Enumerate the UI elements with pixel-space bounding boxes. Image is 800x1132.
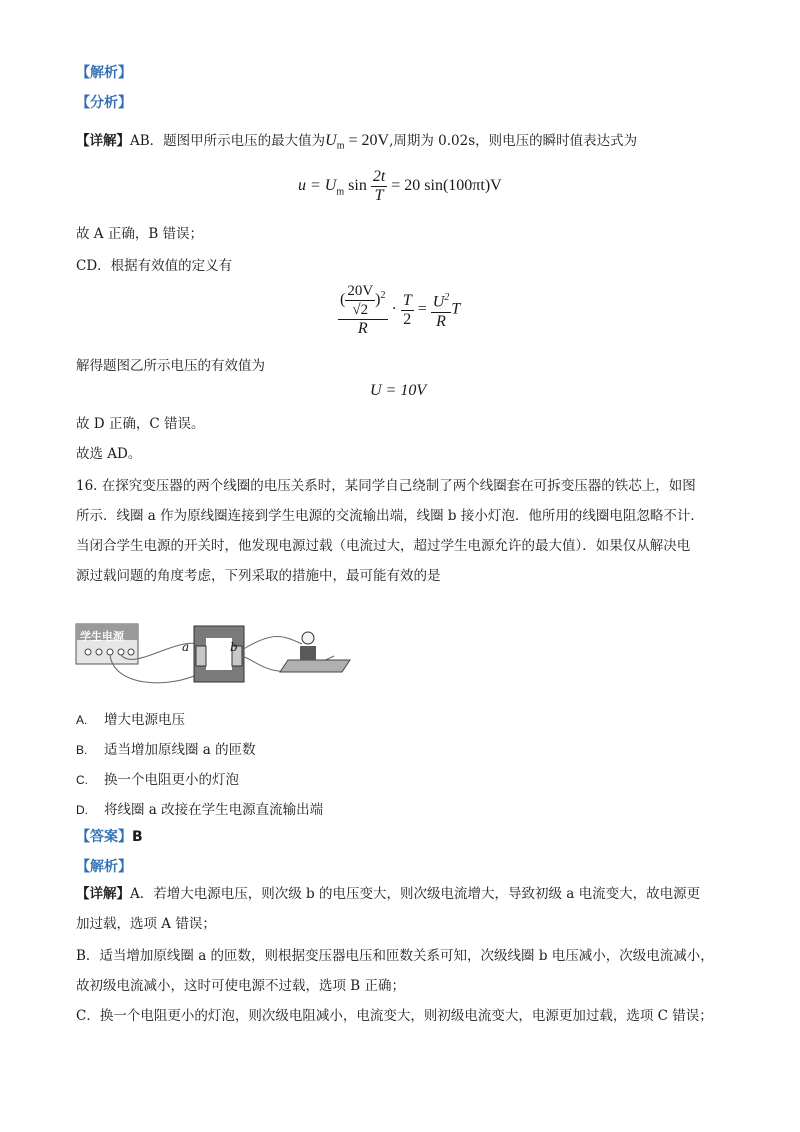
figure-label-coil-b: b bbox=[230, 640, 238, 654]
question16-line1: 16. 在探究变压器的两个线圈的电压关系时，某同学自己绕制了两个线圈套在可拆变压器的铁芯上，如图 bbox=[76, 478, 696, 494]
option-c-text: 换一个电阻更小的灯泡 bbox=[104, 772, 239, 788]
figure-label-coil-a: a bbox=[182, 640, 190, 654]
transformer-figure bbox=[74, 616, 354, 696]
explanation-a-line1 bbox=[76, 884, 700, 904]
eq2-t-den: 2 bbox=[403, 310, 412, 328]
conclusion-a: 故 A 正确，B 错误； bbox=[76, 226, 204, 242]
explanation-b-line2: 故初级电流减小，这时可使电源不过载，选项 B 正确； bbox=[76, 978, 406, 994]
section-label-analysis: 【解析】 bbox=[76, 65, 132, 81]
cd-intro: CD．根据有效值的定义有 bbox=[76, 258, 233, 274]
eq2-t-num: T bbox=[402, 291, 412, 309]
section-label-breakdown: 【分析】 bbox=[76, 95, 132, 111]
eq2-u-pow: 2 bbox=[444, 292, 450, 304]
option-a bbox=[76, 708, 185, 728]
eq2-left-fraction bbox=[338, 282, 388, 338]
detail-tag: 【详解】 bbox=[76, 133, 130, 149]
eq2-den-r: R bbox=[357, 320, 368, 337]
option-b-text: 适当增加原线圈 a 的匝数 bbox=[104, 742, 256, 758]
question16-line3: 当闭合学生电源的开关时，他发现电源过载（电流过大，超过学生电源允许的最大值）．如果仅从解决电 bbox=[76, 538, 691, 554]
eq2-pow: 2 bbox=[380, 289, 386, 301]
option-b bbox=[76, 738, 256, 758]
um-subscript: m bbox=[336, 140, 345, 152]
answer-tag: 【答案】 bbox=[76, 829, 132, 845]
detail-ab-text-b: ,周期为 0.02s，则电压的瞬时值表达式为 bbox=[389, 133, 638, 149]
detail-ab-text-a: AB．题图甲所示电压的最大值为 bbox=[130, 133, 326, 149]
equation-rms-result: U = 10V bbox=[370, 382, 427, 399]
um-symbol: U bbox=[325, 132, 337, 149]
question16-line2: 所示．线圈 a 作为原线圈连接到学生电源的交流输出端，线圈 b 接小灯泡．他所用的线圈电阻忽略不计． bbox=[76, 508, 704, 524]
detail-ab-line bbox=[76, 131, 637, 157]
conclusion-d: 故 D 正确，C 错误。 bbox=[76, 416, 205, 432]
equation-instantaneous-voltage bbox=[298, 168, 502, 205]
option-b-letter: B. bbox=[76, 743, 88, 757]
answer-value: B bbox=[132, 829, 143, 845]
option-c bbox=[76, 768, 239, 788]
explanation-a-text: A．若增大电源电压，则次级 b 的电压变大，则次级电流增大，导致初级 a 电流变大，故电源更 bbox=[130, 886, 701, 902]
answer-line bbox=[76, 826, 143, 846]
eq2-u-num: U bbox=[432, 293, 445, 311]
solve-intro: 解得题图乙所示电压的有效值为 bbox=[76, 358, 265, 374]
eq2-inner-num: 20V bbox=[347, 283, 374, 299]
eq2-u-fraction bbox=[431, 289, 452, 330]
eq1-lhs: u = U bbox=[298, 177, 337, 195]
analysis-label: 【解析】 bbox=[76, 859, 132, 875]
option-d bbox=[76, 798, 323, 818]
eq2-open: ( bbox=[340, 291, 346, 309]
eq1-sub: m bbox=[336, 186, 345, 198]
equation-effective-value bbox=[338, 282, 460, 338]
eq2-u-den: R bbox=[436, 312, 446, 330]
detail2-tag: 【详解】 bbox=[76, 886, 130, 902]
eq1-frac-num: 2t bbox=[372, 168, 386, 185]
option-d-text: 将线圈 a 改接在学生电源直流输出端 bbox=[104, 802, 324, 818]
explanation-c-line1: C．换一个电阻更小的灯泡，则次级电阻减小，电流变大，则初级电流变大，电源更加过载，选项 C 错误； bbox=[76, 1008, 713, 1024]
eq2-t-fraction bbox=[401, 292, 414, 329]
eq1-frac-den: T bbox=[374, 187, 384, 204]
eq1-rhs: = 20 sin(100πt)V bbox=[387, 177, 502, 195]
figure-label-power-supply: 学生电源 bbox=[80, 631, 124, 643]
answer-ad: 故选 AD。 bbox=[76, 446, 142, 462]
eq2-equals: = bbox=[417, 300, 427, 318]
option-c-letter: C. bbox=[76, 773, 88, 787]
explanation-a-line2: 加过载，选项 A 错误； bbox=[76, 916, 216, 932]
eq2-dot: · bbox=[391, 300, 397, 318]
um-value: = 20V bbox=[344, 132, 390, 149]
eq2-close: ) bbox=[375, 291, 381, 309]
explanation-b-line1: B．适当增加原线圈 a 的匝数，则根据变压器电压和匝数关系可知，次级线圈 b 电压减小，次级电流减小， bbox=[76, 948, 714, 964]
eq1-sin: sin bbox=[344, 177, 367, 195]
question16-line4: 源过载问题的角度考虑，下列采取的措施中，最可能有效的是 bbox=[76, 568, 441, 584]
option-a-letter: A. bbox=[76, 713, 88, 727]
eq2-inner-den: √2 bbox=[352, 302, 369, 318]
option-a-text: 增大电源电压 bbox=[104, 712, 185, 728]
option-d-letter: D. bbox=[76, 803, 88, 817]
eq2-tail: T bbox=[451, 300, 461, 318]
eq1-fraction bbox=[371, 168, 387, 205]
